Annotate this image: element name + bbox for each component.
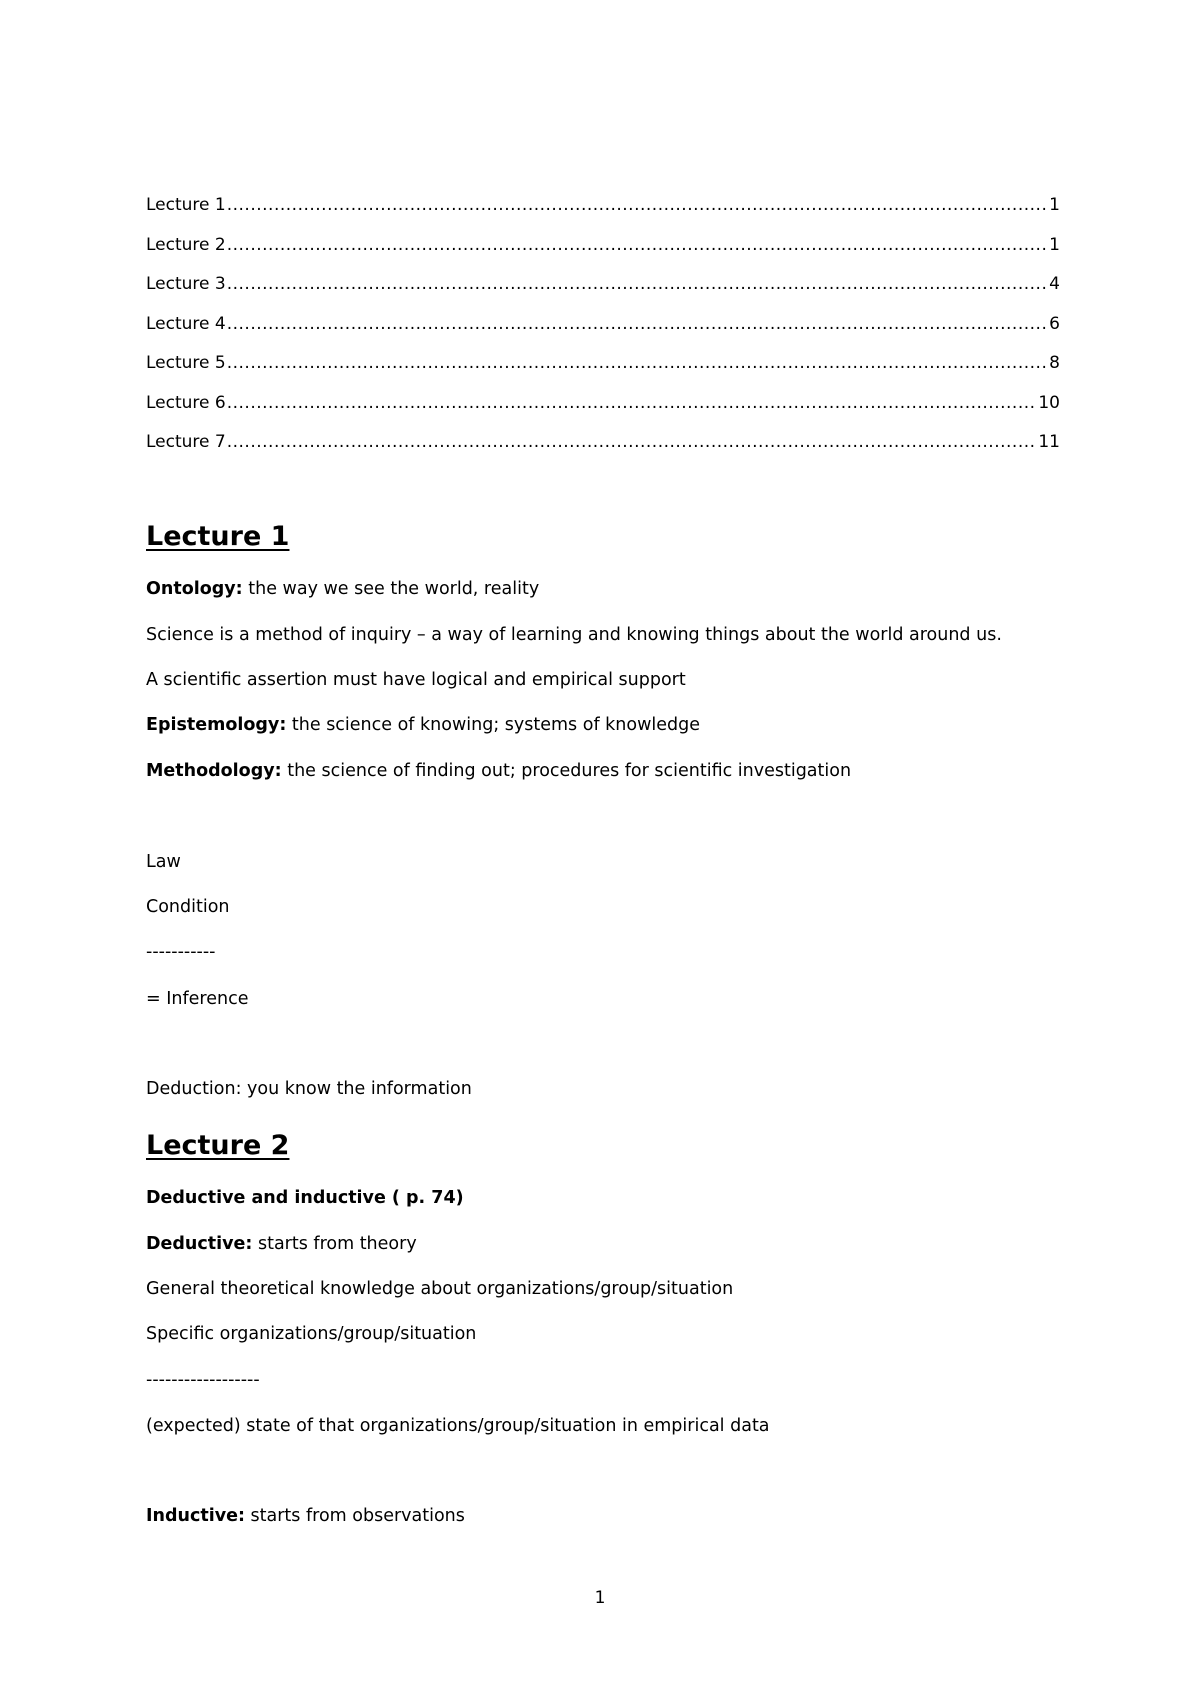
inductive-term: Inductive: [146,1506,245,1526]
deductive-definition [146,1233,417,1255]
deduction-divider: ------------------ [146,1370,260,1390]
assertion-statement: A scientific assertion must have logical and empirical support [146,670,686,690]
toc-entry[interactable] [146,234,1060,274]
condition-line: Condition [146,897,230,917]
epistemology-term: Epistemology: [146,715,287,735]
epistemology-definition [146,714,700,736]
toc-dot-leader [227,234,1048,256]
ontology-term: Ontology: [146,579,243,599]
lecture-1-heading: Lecture 1 [146,521,290,552]
deduction-statement: Deduction: you know the information [146,1079,472,1099]
toc-entry-label: Lecture 7 [146,432,226,452]
toc-entry-label: Lecture 5 [146,353,226,373]
epistemology-text: the science of knowing; systems of knowledge [286,715,701,735]
toc-entry-label: Lecture 4 [146,313,226,334]
deductive-inductive-text: Deductive and inductive ( p. 74) [146,1188,464,1208]
toc-entry[interactable] [146,392,1060,432]
inductive-text: starts from observations [244,1506,465,1526]
toc-dot-leader [227,194,1048,216]
deductive-term: Deductive: [146,1234,253,1254]
toc-entry[interactable] [146,431,1060,471]
page-number: 1 [594,1588,606,1608]
toc-entry-label: Lecture 2 [146,234,226,255]
science-statement: Science is a method of inquiry – a way of learning and knowing things about the world around us. [146,625,1002,645]
toc-entry-page: 4 [1049,274,1060,294]
methodology-term: Methodology: [146,761,282,781]
toc-entry-page: 1 [1049,234,1060,255]
toc-entry-page: 1 [1049,195,1060,215]
methodology-text: the science of finding out; procedures for scientific investigation [281,761,852,781]
toc-entry-page: 8 [1049,353,1060,373]
syllogism-divider: ----------- [146,942,216,962]
methodology-definition [146,760,851,782]
toc-dot-leader [227,273,1048,295]
specific-line: Specific organizations/group/situation [146,1324,477,1344]
ontology-definition [146,578,539,600]
toc-dot-leader [227,431,1038,453]
toc-entry[interactable] [146,194,1060,234]
toc-entry[interactable] [146,273,1060,313]
toc-entry-page: 10 [1038,392,1060,413]
general-knowledge-line: General theoretical knowledge about organizations/group/situation [146,1279,734,1299]
deductive-inductive-title [146,1187,464,1209]
table-of-contents [146,194,1060,471]
toc-dot-leader [227,352,1048,374]
deductive-text: starts from theory [252,1234,417,1254]
lecture-2-heading: Lecture 2 [146,1130,290,1161]
toc-entry-label: Lecture 1 [146,195,226,215]
toc-entry[interactable] [146,313,1060,353]
toc-dot-leader [227,313,1048,335]
toc-entry-label: Lecture 6 [146,392,226,413]
toc-entry-page: 11 [1038,432,1060,452]
inference-line: = Inference [146,989,249,1009]
expected-state-line: (expected) state of that organizations/group/situation in empirical data [146,1416,770,1436]
toc-entry-page: 6 [1049,313,1060,334]
ontology-text: the way we see the world, reality [242,579,540,599]
toc-entry[interactable] [146,352,1060,392]
law-line: Law [146,852,181,872]
toc-dot-leader [227,392,1038,414]
toc-entry-label: Lecture 3 [146,274,226,294]
inductive-definition [146,1505,465,1527]
